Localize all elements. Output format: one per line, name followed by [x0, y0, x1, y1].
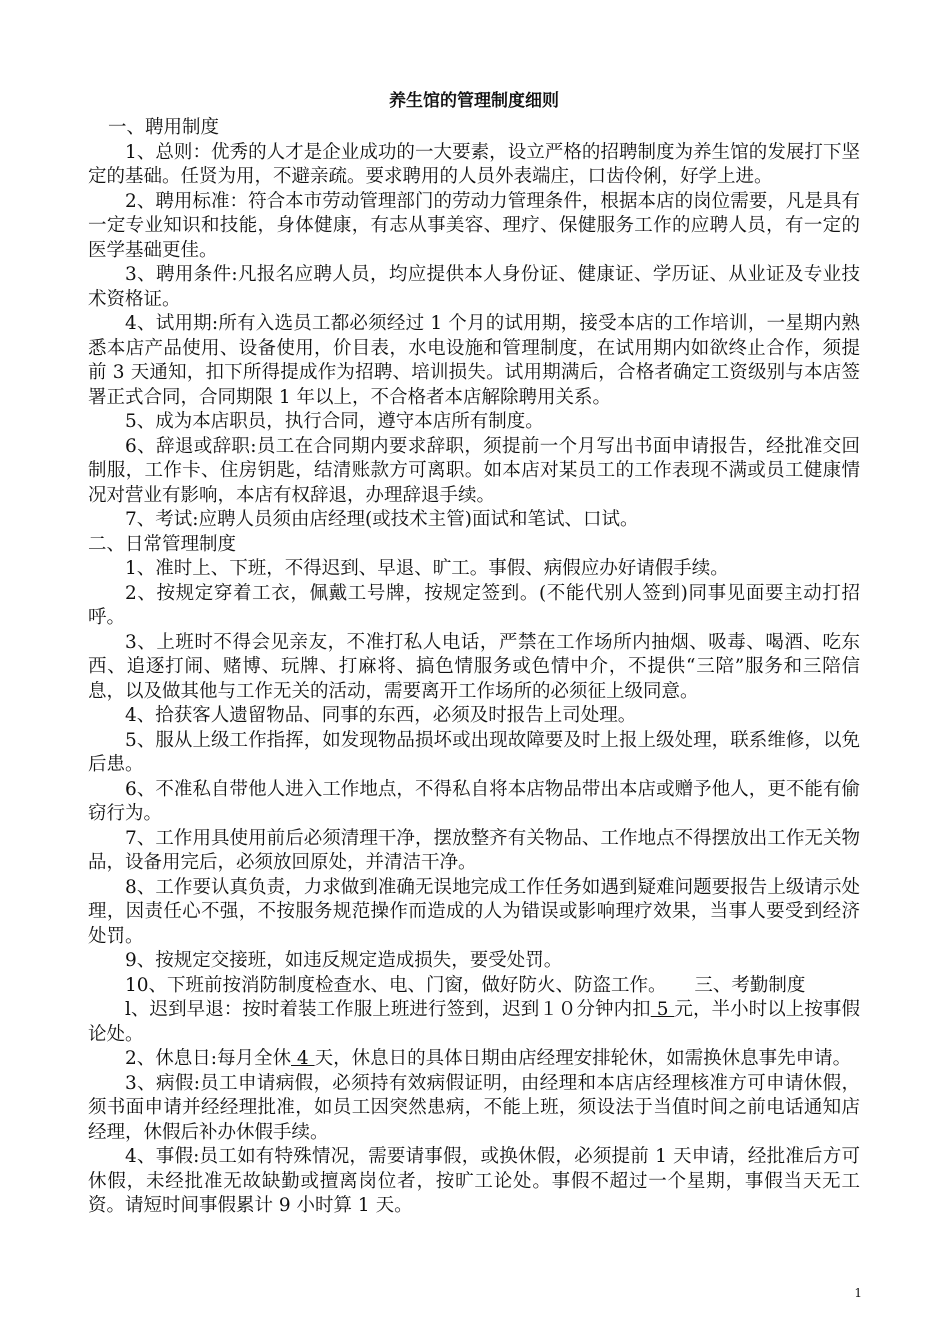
- paragraph: 9、按规定交接班，如违反规定造成损失，要受处罚。: [125, 950, 563, 971]
- late-deduction-amount: 5: [650, 999, 675, 1020]
- paragraph: [88, 974, 860, 999]
- paragraph: 6、不准私自带他人进入工作地点，不得私自将本店物品带出本店或赠予他人，更不能有偷窃行为。: [88, 778, 860, 824]
- paragraph: 4、拾获客人遗留物品、同事的东西，必须及时报告上司处理。: [125, 705, 637, 726]
- paragraph: 2、聘用标准：符合本市劳动管理部门的劳动力管理条件，根据本店的岗位需要，凡是具有一定专业知识和技能，身体健康，有志从事美容、理疗、保健服务工作的应聘人员，有一定的医学基础更佳。: [88, 190, 860, 261]
- paragraph: 2、按规定穿着工衣，佩戴工号牌，按规定签到。(不能代别人签到)同事见面要主动打招呼。: [88, 582, 860, 628]
- paragraph-text: 2、休息日:每月全休: [125, 1048, 292, 1069]
- paragraph: 7、考试:应聘人员须由店经理(或技术主管)面试和笔试、口试。: [125, 509, 639, 530]
- document-page: [88, 86, 860, 1219]
- paragraph-text: 元，半小时以上按事假论处。: [88, 999, 860, 1045]
- page-number: 1: [854, 1286, 862, 1300]
- paragraph: 4、试用期:所有入选员工都必须经过 1 个月的试用期，接受本店的工作培训，一星期内熟悉本店产品使用、设备使用，价目表，水电设施和管理制度，在试用期内如欲终止合作，须提前 3 天通知，扣下所得提成作为招聘、培训损失。试用期满后，合格者确定工资级别与本店签署正式合同，合同期限 1 年以上，不合格者本店解除聘用关系。: [88, 313, 860, 408]
- section-heading-daily-management: 二、日常管理制度: [88, 533, 237, 555]
- paragraph: 4、事假:员工如有特殊情况，需要请事假，或换休假，必须提前 1 天申请，经批准后方可休假，未经批准无故缺勤或擅离岗位者，按旷工论处。事假不超过一个星期，事假当天无工资。请短时间事假累计 9 小时算 1 天。: [88, 1146, 860, 1216]
- document-title: 养生馆的管理制度细则: [389, 91, 559, 111]
- paragraph: 1、总则：优秀的人才是企业成功的一大要素，设立严格的招聘制度为养生馆的发展打下坚定的基础。任贤为用，不避亲疏。要求聘用的人员外表端庄，口齿伶俐，好学上进。: [88, 141, 860, 187]
- rest-days-count: 4: [291, 1048, 315, 1069]
- section-heading-hiring: 一、聘用制度: [108, 117, 220, 138]
- paragraph: 7、工作用具使用前后必须清理干净，摆放整齐有关物品、工作地点不得摆放出工作无关物品，设备用完后，必须放回原处，并清洁干净。: [88, 827, 860, 873]
- paragraph: 3、聘用条件:凡报名应聘人员，均应提供本人身份证、健康证、学历证、从业证及专业技术资格证。: [88, 264, 860, 310]
- paragraph-text: 天，休息日的具体日期由店经理安排轮休，如需换休息事先申请。: [314, 1048, 852, 1069]
- paragraph-text: l、迟到早退：按时着装工作服上班进行签到，迟到１０分钟内扣: [125, 999, 651, 1020]
- paragraph: 3、病假:员工申请病假，必须持有效病假证明，由经理和本店店经理核准方可申请休假，须书面申请并经经理批准，如员工因突然患病，不能上班，须设法于当值时间之前电话通知店经理，休假后补办休假手续。: [88, 1072, 860, 1143]
- paragraph: 8、工作要认真负责，力求做到准确无误地完成工作任务如遇到疑难问题要报告上级请示处理，因责任心不强，不按服务规范操作而造成的人为错误或影响理疗效果，当事人要受到经济处罚。: [88, 876, 860, 947]
- paragraph: [88, 998, 860, 1047]
- section-heading-attendance: 三、考勤制度: [694, 974, 806, 996]
- paragraph: 6、辞退或辞职:员工在合同期内要求辞职，须提前一个月写出书面申请报告，经批准交回制服，工作卡、住房钥匙，结清账款方可离职。如本店对某员工的工作表现不满或员工健康情况对营业有影响，本店有权辞退，办理辞退手续。: [88, 435, 860, 506]
- paragraph: 5、成为本店职员，执行合同，遵守本店所有制度。: [125, 411, 544, 432]
- paragraph: 1、准时上、下班，不得迟到、早退、旷工。事假、病假应办好请假手续。: [125, 558, 729, 579]
- paragraph: 5、服从上级工作指挥，如发现物品损坏或出现故障要及时上报上级处理，联系维修，以免后患。: [88, 729, 860, 775]
- paragraph-text: 10、下班前按消防制度检查水、电、门窗，做好防火、防盗工作。: [125, 974, 658, 996]
- paragraph: [88, 1047, 860, 1072]
- paragraph: 3、上班时不得会见亲友，不准打私人电话，严禁在工作场所内抽烟、吸毒、喝酒、吃东西、追逐打闹、赌博、玩牌、打麻将、搞色情服务或色情中介，不提供“三陪”服务和三陪信息，以及做其他与工作无关的活动，需要离开工作场所的必须征上级同意。: [88, 631, 860, 702]
